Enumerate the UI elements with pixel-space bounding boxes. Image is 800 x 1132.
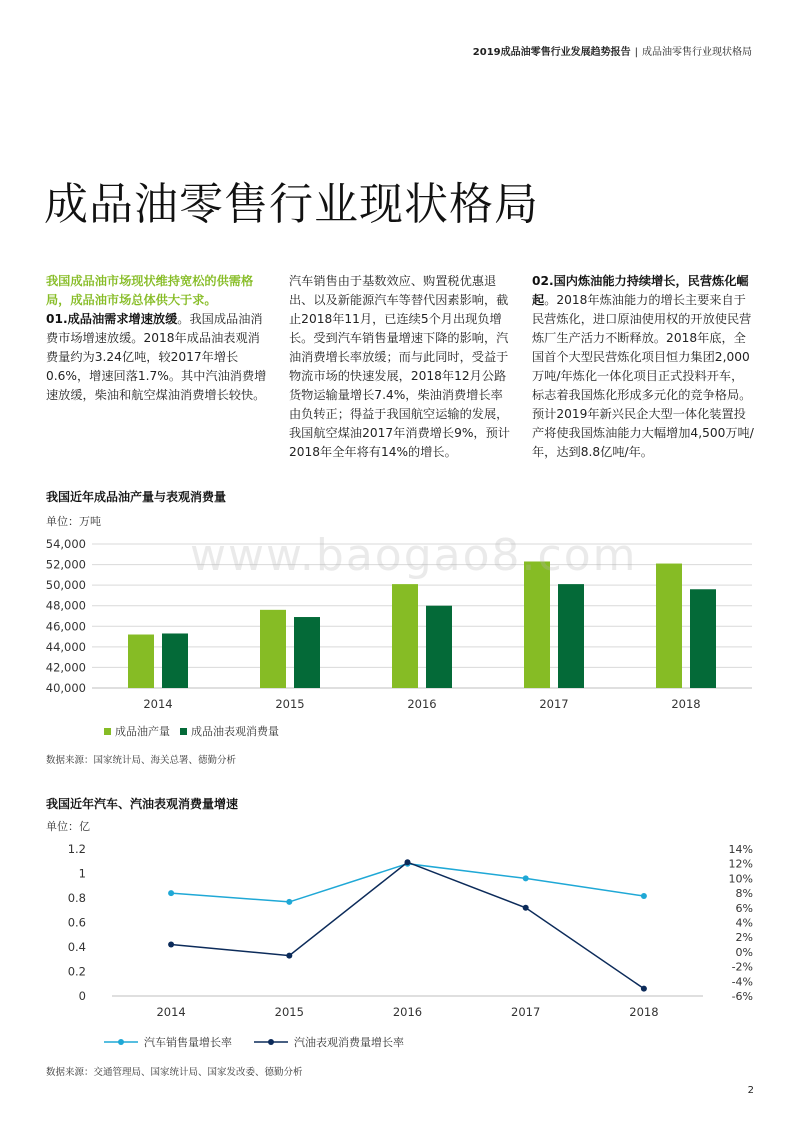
y-right-tick-label: 10% bbox=[728, 872, 753, 886]
chart1-title: 我国近年成品油产量与表观消费量 bbox=[46, 490, 227, 504]
legend-swatch-production bbox=[104, 728, 111, 735]
header-separator: | bbox=[634, 47, 638, 58]
line-chart bbox=[0, 835, 800, 1025]
bar-production bbox=[260, 610, 286, 688]
y-left-tick-label: 1 bbox=[78, 866, 86, 881]
x-tick-label: 2014 bbox=[143, 697, 173, 711]
y-left-tick-label: 0.2 bbox=[67, 964, 86, 979]
x-tick-label: 2015 bbox=[275, 697, 305, 711]
y-right-tick-label: -6% bbox=[731, 990, 753, 1003]
y-left-tick-label: 0 bbox=[78, 989, 86, 1003]
y-left-tick-label: 0.8 bbox=[67, 891, 86, 905]
y-right-tick-label: 2% bbox=[735, 931, 753, 945]
point-auto bbox=[523, 875, 529, 881]
point-auto bbox=[168, 890, 174, 896]
x-tick-label: 2018 bbox=[629, 1005, 659, 1019]
chart1-source: 数据来源：国家统计局、海关总署、德勤分析 bbox=[46, 755, 237, 766]
paragraph-refining bbox=[532, 272, 754, 462]
chart2-unit: 单位：亿 bbox=[46, 820, 90, 833]
x-tick-label: 2016 bbox=[407, 697, 437, 711]
lead-statement: 我国成品油市场现状维持宽松的供需格局，成品油市场总体供大于求。 bbox=[46, 274, 254, 307]
chart1-legend bbox=[104, 723, 279, 739]
y-left-tick-label: 0.4 bbox=[67, 940, 86, 954]
heading-demand: 01.成品油需求增速放缓 bbox=[46, 312, 178, 326]
y-tick-label: 46,000 bbox=[45, 619, 86, 634]
bar-consumption bbox=[162, 633, 188, 688]
bar-production bbox=[128, 635, 154, 688]
chart2-title: 我国近年汽车、汽油表观消费量增速 bbox=[46, 797, 239, 811]
point-gasoline bbox=[168, 942, 174, 948]
point-gasoline bbox=[641, 986, 647, 992]
bar-consumption bbox=[690, 589, 716, 688]
y-right-tick-label: -4% bbox=[731, 975, 753, 989]
y-right-tick-label: 8% bbox=[735, 887, 753, 901]
x-tick-label: 2018 bbox=[671, 697, 701, 711]
legend-marker-auto bbox=[104, 1037, 138, 1047]
y-tick-label: 40,000 bbox=[45, 681, 86, 695]
page-number: 2 bbox=[747, 1085, 754, 1096]
y-right-tick-label: 0% bbox=[735, 945, 753, 959]
chart2-legend bbox=[104, 1034, 404, 1050]
y-tick-label: 50,000 bbox=[45, 578, 86, 593]
y-right-tick-label: 12% bbox=[728, 857, 753, 871]
y-tick-label: 42,000 bbox=[45, 660, 86, 675]
legend-label-production: 成品油产量 bbox=[115, 725, 170, 738]
y-left-tick-label: 1.2 bbox=[67, 842, 86, 856]
y-left-tick-label: 0.6 bbox=[67, 915, 86, 930]
series-line-auto bbox=[171, 864, 644, 902]
header-section-title: 成品油零售行业现状格局 bbox=[642, 47, 752, 58]
x-tick-label: 2017 bbox=[539, 697, 569, 711]
y-tick-label: 54,000 bbox=[45, 537, 86, 551]
bar-consumption bbox=[558, 584, 584, 688]
point-auto bbox=[286, 899, 292, 905]
legend-label-auto: 汽车销售量增长率 bbox=[144, 1036, 232, 1049]
chart2-source: 数据来源：交通管理局、国家统计局、国家发改委、德勤分析 bbox=[46, 1067, 303, 1078]
running-header bbox=[473, 43, 752, 58]
y-right-tick-label: 14% bbox=[728, 843, 753, 856]
legend-label-consumption: 成品油表观消费量 bbox=[191, 725, 279, 738]
legend-label-gasoline: 汽油表观消费量增长率 bbox=[294, 1036, 404, 1049]
page-title: 成品油零售行业现状格局 bbox=[44, 179, 539, 230]
watermark: www.baogao8.com bbox=[190, 530, 638, 581]
x-tick-label: 2014 bbox=[156, 1005, 186, 1019]
y-right-tick-label: 4% bbox=[735, 916, 753, 930]
bar-production bbox=[656, 564, 682, 688]
point-gasoline bbox=[523, 905, 529, 911]
y-right-tick-label: 6% bbox=[735, 901, 753, 915]
legend-swatch-consumption bbox=[180, 728, 187, 735]
point-auto bbox=[641, 893, 647, 899]
header-report-title: 2019成品油零售行业发展趋势报告 bbox=[472, 47, 631, 58]
x-tick-label: 2015 bbox=[274, 1005, 304, 1019]
chart1-unit: 单位：万吨 bbox=[46, 515, 101, 528]
bar-consumption bbox=[426, 606, 452, 688]
column-2 bbox=[289, 272, 511, 462]
y-right-tick-label: -2% bbox=[731, 960, 753, 974]
y-tick-label: 48,000 bbox=[45, 598, 86, 613]
column-3 bbox=[532, 272, 754, 462]
column-1 bbox=[46, 272, 268, 405]
point-gasoline bbox=[286, 953, 292, 959]
bar-consumption bbox=[294, 617, 320, 688]
bar-production bbox=[392, 584, 418, 688]
body-refining: 。2018年炼油能力的增长主要来自于民营炼化，进口原油使用权的开放使民营炼厂生产活力不断释放。2018年底，全国首个大型民营炼化项目恒力集团2,000万吨/年炼化一体化项目正式投料开车，标志着我国炼化形成多元化的竞争格局。预计2019年新兴民企大型一体化装置投产将使我国炼油能力大幅增加4,500万吨/年，达到8.8亿吨/年。 bbox=[532, 293, 754, 459]
series-line-gasoline bbox=[171, 862, 644, 988]
x-tick-label: 2017 bbox=[511, 1005, 541, 1019]
y-tick-label: 44,000 bbox=[45, 639, 86, 654]
legend-marker-gasoline bbox=[254, 1037, 288, 1047]
point-gasoline bbox=[405, 859, 411, 865]
x-tick-label: 2016 bbox=[392, 1005, 423, 1019]
body-demand: 。我国成品油消费市场增速放缓。2018年成品油表观消费量约为3.24亿吨，较2017年增长0.6%，增速回落1.7%。其中汽油消费增速放缓，柴油和航空煤油消费增长较快。 bbox=[46, 312, 267, 402]
paragraph-auto-sales: 汽车销售由于基数效应、购置税优惠退出、以及新能源汽车等替代因素影响，截止2018年11月，已连续5个月出现负增长。受到汽车销售量增速下降的影响，汽油消费增长率放缓；而与此同时，受益于物流市场的快速发展，2018年12月公路货物运输量增长7.4%，柴油消费增长率由负转正；得益于我国航空运输的发展，我国航空煤油2017年消费增长9%，预计2018年全年将有14%的增长。 bbox=[289, 274, 510, 459]
heading-refining: 02.国内炼油能力持续增长，民营炼化崛起 bbox=[532, 274, 749, 307]
paragraph-demand bbox=[46, 310, 268, 405]
y-tick-label: 52,000 bbox=[45, 557, 86, 572]
